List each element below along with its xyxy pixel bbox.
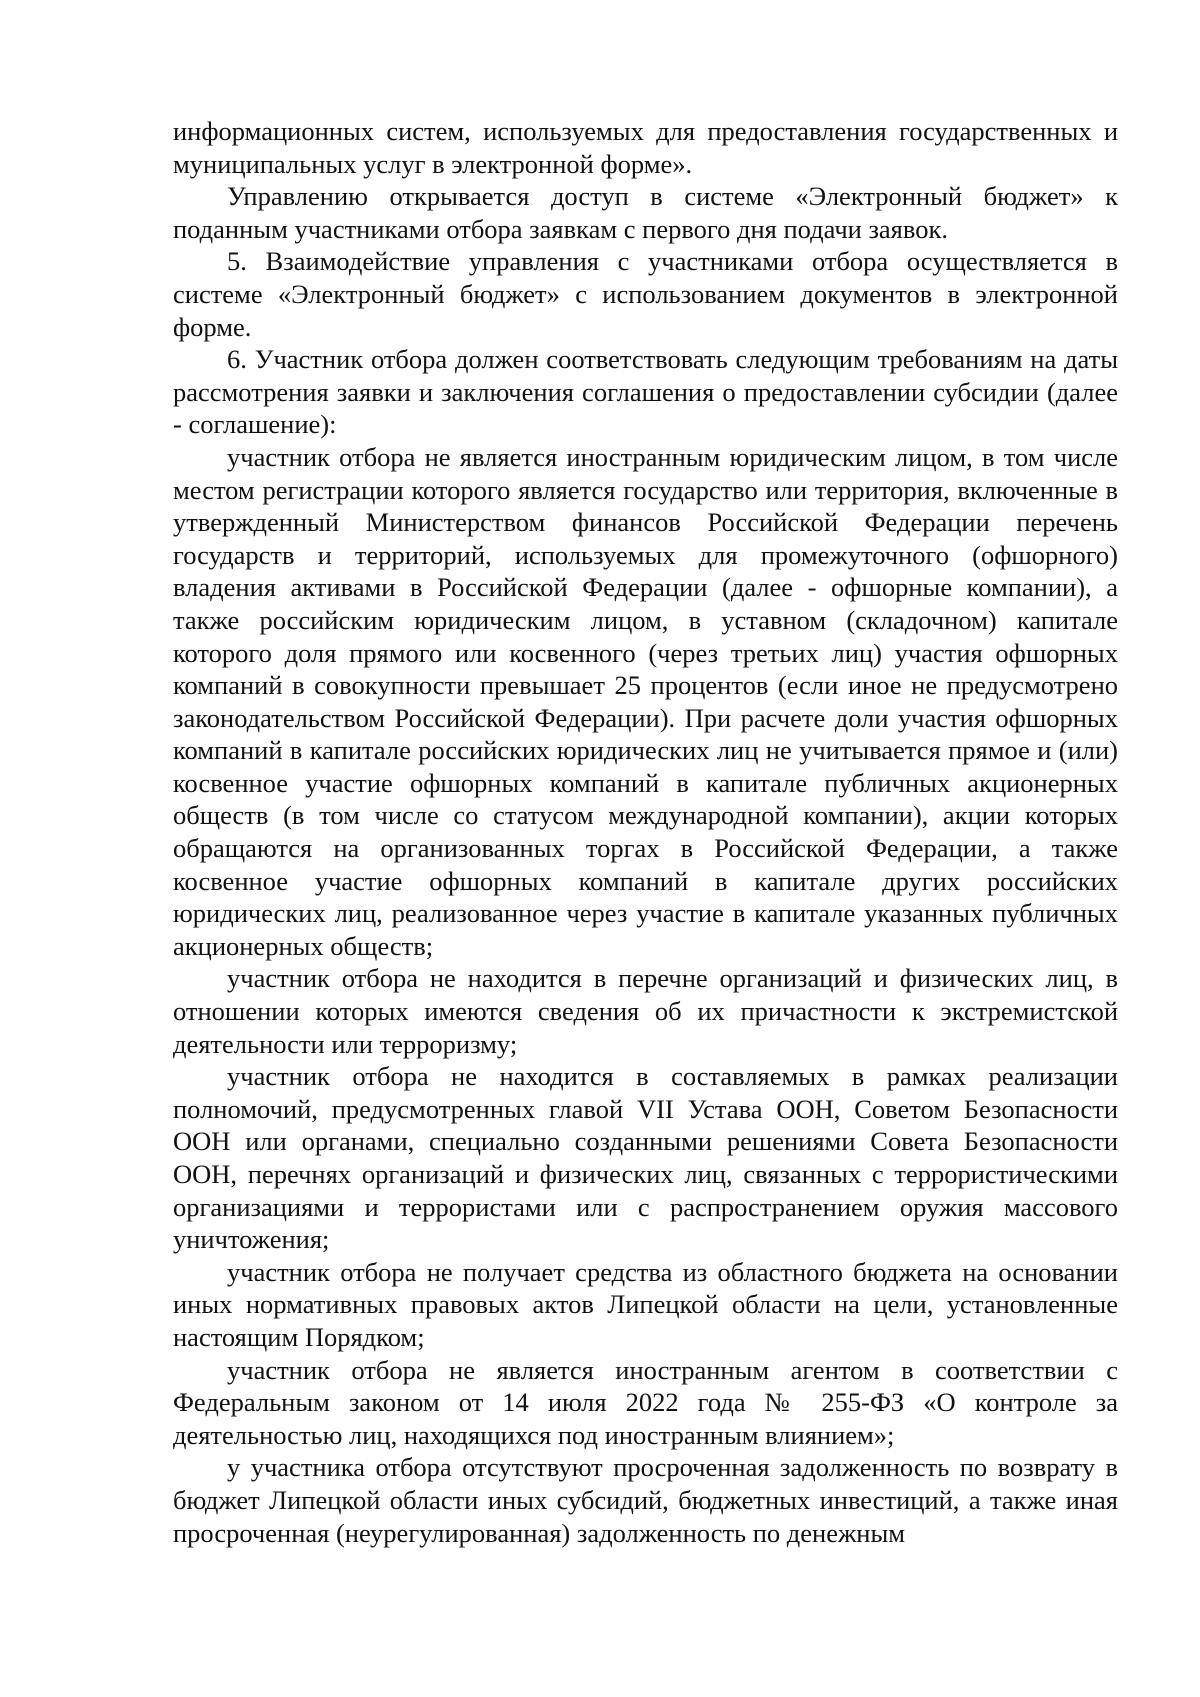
paragraph-requirement-debt: у участника отбора отсутствуют просроченная задолженность по возврату в бюджет Липецкой области иных субсидий, бюджетных инвестиций, а также иная просроченная (неурегулированная) задолженность по денежным bbox=[173, 1452, 1118, 1548]
paragraph-requirement-offshore: участник отбора не является иностранным юридическим лицом, в том числе местом регистрации которого является государство или территория, включенные в утвержденный Министерством финансов Российской Федерации перечень государств и территорий, используемых для промежуточного (офшорного) владения активами в Российской Федерации (далее - офшорные компании), а также российским юридическим лицом, в уставном (складочном) капитале которого доля прямого или косвенного (через третьих лиц) участия офшорных компаний в совокупности превышает 25 процентов (если иное не предусмотрено законодательством Российской Федерации). При расчете доли участия офшорных компаний в капитале российских юридических лиц не учитывается прямое и (или) косвенное участие офшорных компаний в капитале публичных акционерных обществ (в том числе со статусом международной компании), акции которых обращаются на организованных торгах в Российской Федерации, а также косвенное участие офшорных компаний в капитале других российских юридических лиц, реализованное через участие в капитале указанных публичных акционерных обществ; bbox=[173, 441, 1118, 961]
paragraph-item-5: 5. Взаимодействие управления с участниками отбора осуществляется в системе «Электронный бюджет» с использованием документов в электронной форме. bbox=[173, 246, 1118, 342]
paragraph-requirement-foreign-agent: участник отбора не является иностранным агентом в соответствии с Федеральным законом от 14 июля 2022 года № 255-ФЗ «О контроле за деятельностью лиц, находящихся под иностранным влиянием»; bbox=[173, 1354, 1118, 1450]
paragraph-continuation: информационных систем, используемых для предоставления государственных и муниципальных услуг в электронной форме». bbox=[173, 116, 1118, 179]
paragraph-access: Управлению открывается доступ в системе «Электронный бюджет» к поданным участниками отбора заявкам с первого дня подачи заявок. bbox=[173, 181, 1118, 244]
document-page bbox=[173, 115, 1118, 1549]
paragraph-requirement-budget-funds: участник отбора не получает средства из областного бюджета на основании иных нормативных правовых актов Липецкой области на цели, установленные настоящим Порядком; bbox=[173, 1256, 1118, 1352]
paragraph-item-6: 6. Участник отбора должен соответствовать следующим требованиям на даты рассмотрения заявки и заключения соглашения о предоставлении субсидии (далее - соглашение): bbox=[173, 344, 1118, 440]
paragraph-requirement-un-lists: участник отбора не находится в составляемых в рамках реализации полномочий, предусмотренных главой VII Устава ООН, Советом Безопасности ООН или органами, специально созданными решениями Совета Безопасности ООН, перечнях организаций и физических лиц, связанных с террористическими организациями и террористами или с распространением оружия массового уничтожения; bbox=[173, 1061, 1118, 1255]
paragraph-requirement-extremism: участник отбора не находится в перечне организаций и физических лиц, в отношении которых имеются сведения об их причастности к экстремистской деятельности или терроризму; bbox=[173, 963, 1118, 1059]
